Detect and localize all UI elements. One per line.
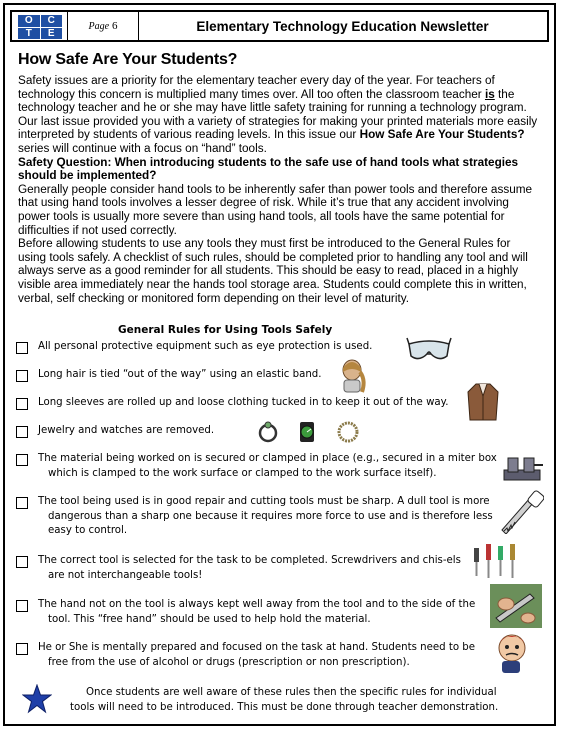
checklist-item-text: Jewelry and watches are removed. bbox=[38, 425, 215, 436]
page-prefix: Page bbox=[88, 20, 110, 32]
checklist-item bbox=[16, 554, 466, 584]
series-name: How Safe Are Your Students? bbox=[359, 128, 525, 142]
logo-letter: T bbox=[18, 28, 40, 40]
checklist-item-text: Long hair is tied “out of the way” using an elastic band. bbox=[38, 369, 322, 380]
jewelry-icon bbox=[256, 420, 366, 444]
checklist-item bbox=[16, 452, 496, 482]
checklist-item-text: All personal protective equipment such as eye protection is used. bbox=[38, 341, 373, 352]
checklist-item-text: The correct tool is selected for the task to be completed. Screwdrivers and chis-els are not interchangeable tools! bbox=[38, 555, 461, 581]
article-body bbox=[18, 74, 540, 305]
saw-icon bbox=[500, 490, 544, 534]
hand-tools-icon bbox=[472, 542, 518, 580]
page-number-label bbox=[67, 12, 139, 40]
article-title: How Safe Are Your Students? bbox=[18, 51, 238, 68]
thinking-person-icon bbox=[490, 630, 534, 674]
checkbox[interactable] bbox=[16, 556, 28, 568]
checkbox[interactable] bbox=[16, 370, 28, 382]
logo-letter: O bbox=[18, 15, 40, 27]
star-icon bbox=[22, 684, 52, 714]
checklist-item bbox=[16, 396, 456, 412]
checklist-item bbox=[16, 340, 396, 356]
ponytail-icon bbox=[336, 358, 368, 394]
general-rules-paragraph: Before allowing students to use any tools they must first be introduced to the General Rules for using tools safely. A checklist of such rules, should be completed prior to handling any tool and will always serve as a good reminder for all students. This should be easy to read, placed in a highly visible area immediately near the hands tool storage area. Students could complete this in written, verbal, self checking or monitored form depending on their level of maturity. bbox=[18, 237, 528, 305]
checkbox[interactable] bbox=[16, 643, 28, 655]
checklist-item bbox=[16, 368, 326, 384]
checklist-item bbox=[16, 598, 481, 628]
emphasis-is: is bbox=[484, 87, 495, 101]
intro-text-b: the technology teacher and he or she may have little safety training for running a technology program. Our last issue provided you with a variety of strategies for making your printed materials more easily interpreted by students of various reading levels. In this issue our bbox=[18, 87, 538, 142]
checkbox[interactable] bbox=[16, 398, 28, 410]
logo-letter: C bbox=[41, 15, 63, 27]
checklist-item bbox=[16, 424, 246, 440]
jacket-icon bbox=[466, 382, 500, 422]
checkbox[interactable] bbox=[16, 454, 28, 466]
hand-tools-paragraph: Generally people consider hand tools to be inherently safer than power tools and therefore assume that using hand tools involves a lesser degree of risk. While it’s true that any accident involving power tools is usually more severe than using hand tools, all tools have the same potential for difficulties if not used correctly. bbox=[18, 182, 533, 237]
intro-paragraph bbox=[18, 74, 540, 156]
checkbox[interactable] bbox=[16, 497, 28, 509]
newsletter-header bbox=[10, 10, 549, 42]
page-number: 6 bbox=[112, 20, 118, 32]
closing-note bbox=[70, 686, 510, 715]
safety-question: Safety Question: When introducing students to the safe use of hand tools what strategies should be implemented? bbox=[18, 155, 519, 183]
hand-saw-icon bbox=[490, 584, 542, 628]
checklist-item bbox=[16, 495, 496, 539]
checklist-item-text: He or She is mentally prepared and focused on the task at hand. Students need to be free from the use of alcohol or drugs (prescription or non prescription). bbox=[38, 642, 476, 668]
closing-text: Once students are well aware of these rules then the specific rules for individual tools will need to be introduced. This must be done through teacher demonstration. bbox=[70, 687, 499, 713]
checklist-item-text: The tool being used is in good repair and cutting tools must be sharp. A dull tool is more dangerous than a sharp one because it requires more force to use and is therefore less easy to control. bbox=[38, 496, 493, 536]
octe-logo bbox=[18, 15, 62, 39]
checkbox[interactable] bbox=[16, 342, 28, 354]
safety-glasses-icon bbox=[406, 334, 452, 366]
checklist-item bbox=[16, 641, 481, 671]
checkbox[interactable] bbox=[16, 426, 28, 438]
logo-letter: E bbox=[41, 28, 63, 40]
intro-text-a: Safety issues are a priority for the elementary teacher every day of the year. For teachers of technology this concern is multiplied many times over. All too often the classroom teacher bbox=[18, 74, 495, 101]
checklist-title: General Rules for Using Tools Safely bbox=[118, 324, 333, 336]
checklist-item-text: The hand not on the tool is always kept well away from the tool and to the side of the tool. This “free hand” should be used to help hold the material. bbox=[38, 599, 476, 625]
checklist-item-text: Long sleeves are rolled up and loose clothing tucked in to keep it out of the way. bbox=[38, 397, 449, 408]
checklist-item-text: The material being worked on is secured or clamped in place (e.g., secured in a miter box which is clamped to the work surface or clamped to the work surface itself). bbox=[38, 453, 497, 479]
vise-icon bbox=[500, 452, 544, 484]
newsletter-title: Elementary Technology Education Newsletter bbox=[196, 18, 489, 34]
checkbox[interactable] bbox=[16, 600, 28, 612]
intro-text-c: series will continue with a focus on “hand” tools. bbox=[18, 141, 267, 155]
